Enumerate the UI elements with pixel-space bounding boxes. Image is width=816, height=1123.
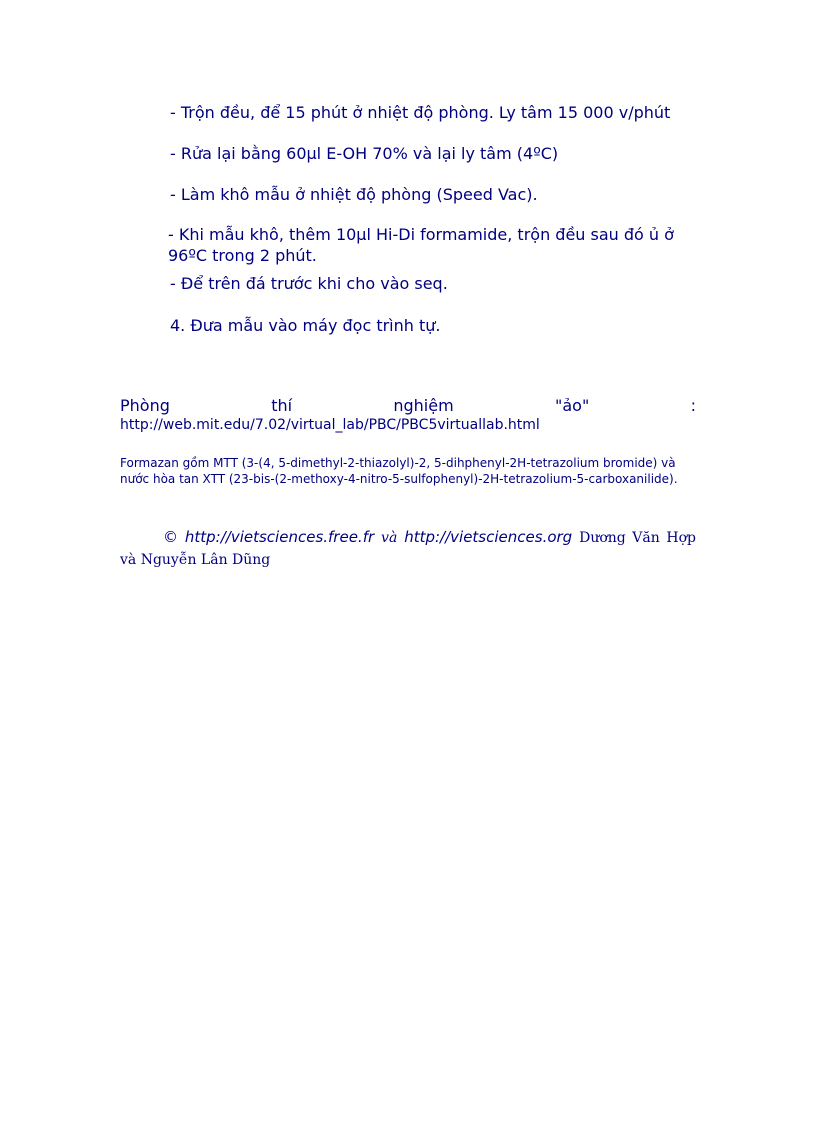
virtual-lab-label: Phòng thí nghiệm "ảo" : — [120, 396, 696, 415]
site-link-2[interactable]: http://vietsciences.org — [404, 528, 573, 546]
step-2: - Rửa lại bằng 60µl E-OH 70% và lại ly tâm (4ºC) — [170, 144, 559, 163]
and-word: và — [381, 530, 398, 546]
step-5: - Để trên đá trước khi cho vào seq. — [170, 274, 448, 293]
authors: Dương Văn Hợp và Nguyễn Lân Dũng — [120, 530, 696, 568]
site-link-1[interactable]: http://vietsciences.free.fr — [184, 528, 375, 546]
copyright-symbol: © — [163, 528, 178, 546]
step-6: 4. Đưa mẫu vào máy đọc trình tự. — [170, 316, 441, 335]
step-3: - Làm khô mẫu ở nhiệt độ phòng (Speed Vac). — [170, 185, 538, 204]
step-1: - Trộn đều, để 15 phút ở nhiệt độ phòng. Ly tâm 15 000 v/phút — [170, 103, 671, 122]
step-4: - Khi mẫu khô, thêm 10µl Hi-Di formamide, trộn đều sau đó ủ ở 96ºC trong 2 phút. — [168, 225, 674, 265]
copyright-line — [120, 527, 696, 571]
footnote: Formazan gồm MTT (3-(4, 5-dimethyl-2-thiazolyl)-2, 5-dihphenyl-2H-tetrazolium bromide) và nước hòa tan XTT (23-bis-(2-methoxy-4-nitro-5-sulfophenyl)-2H-tetrazolium-5-carboxanilide). — [120, 456, 678, 486]
virtual-lab-link[interactable]: http://web.mit.edu/7.02/virtual_lab/PBC/PBC5virtuallab.html — [120, 417, 540, 433]
